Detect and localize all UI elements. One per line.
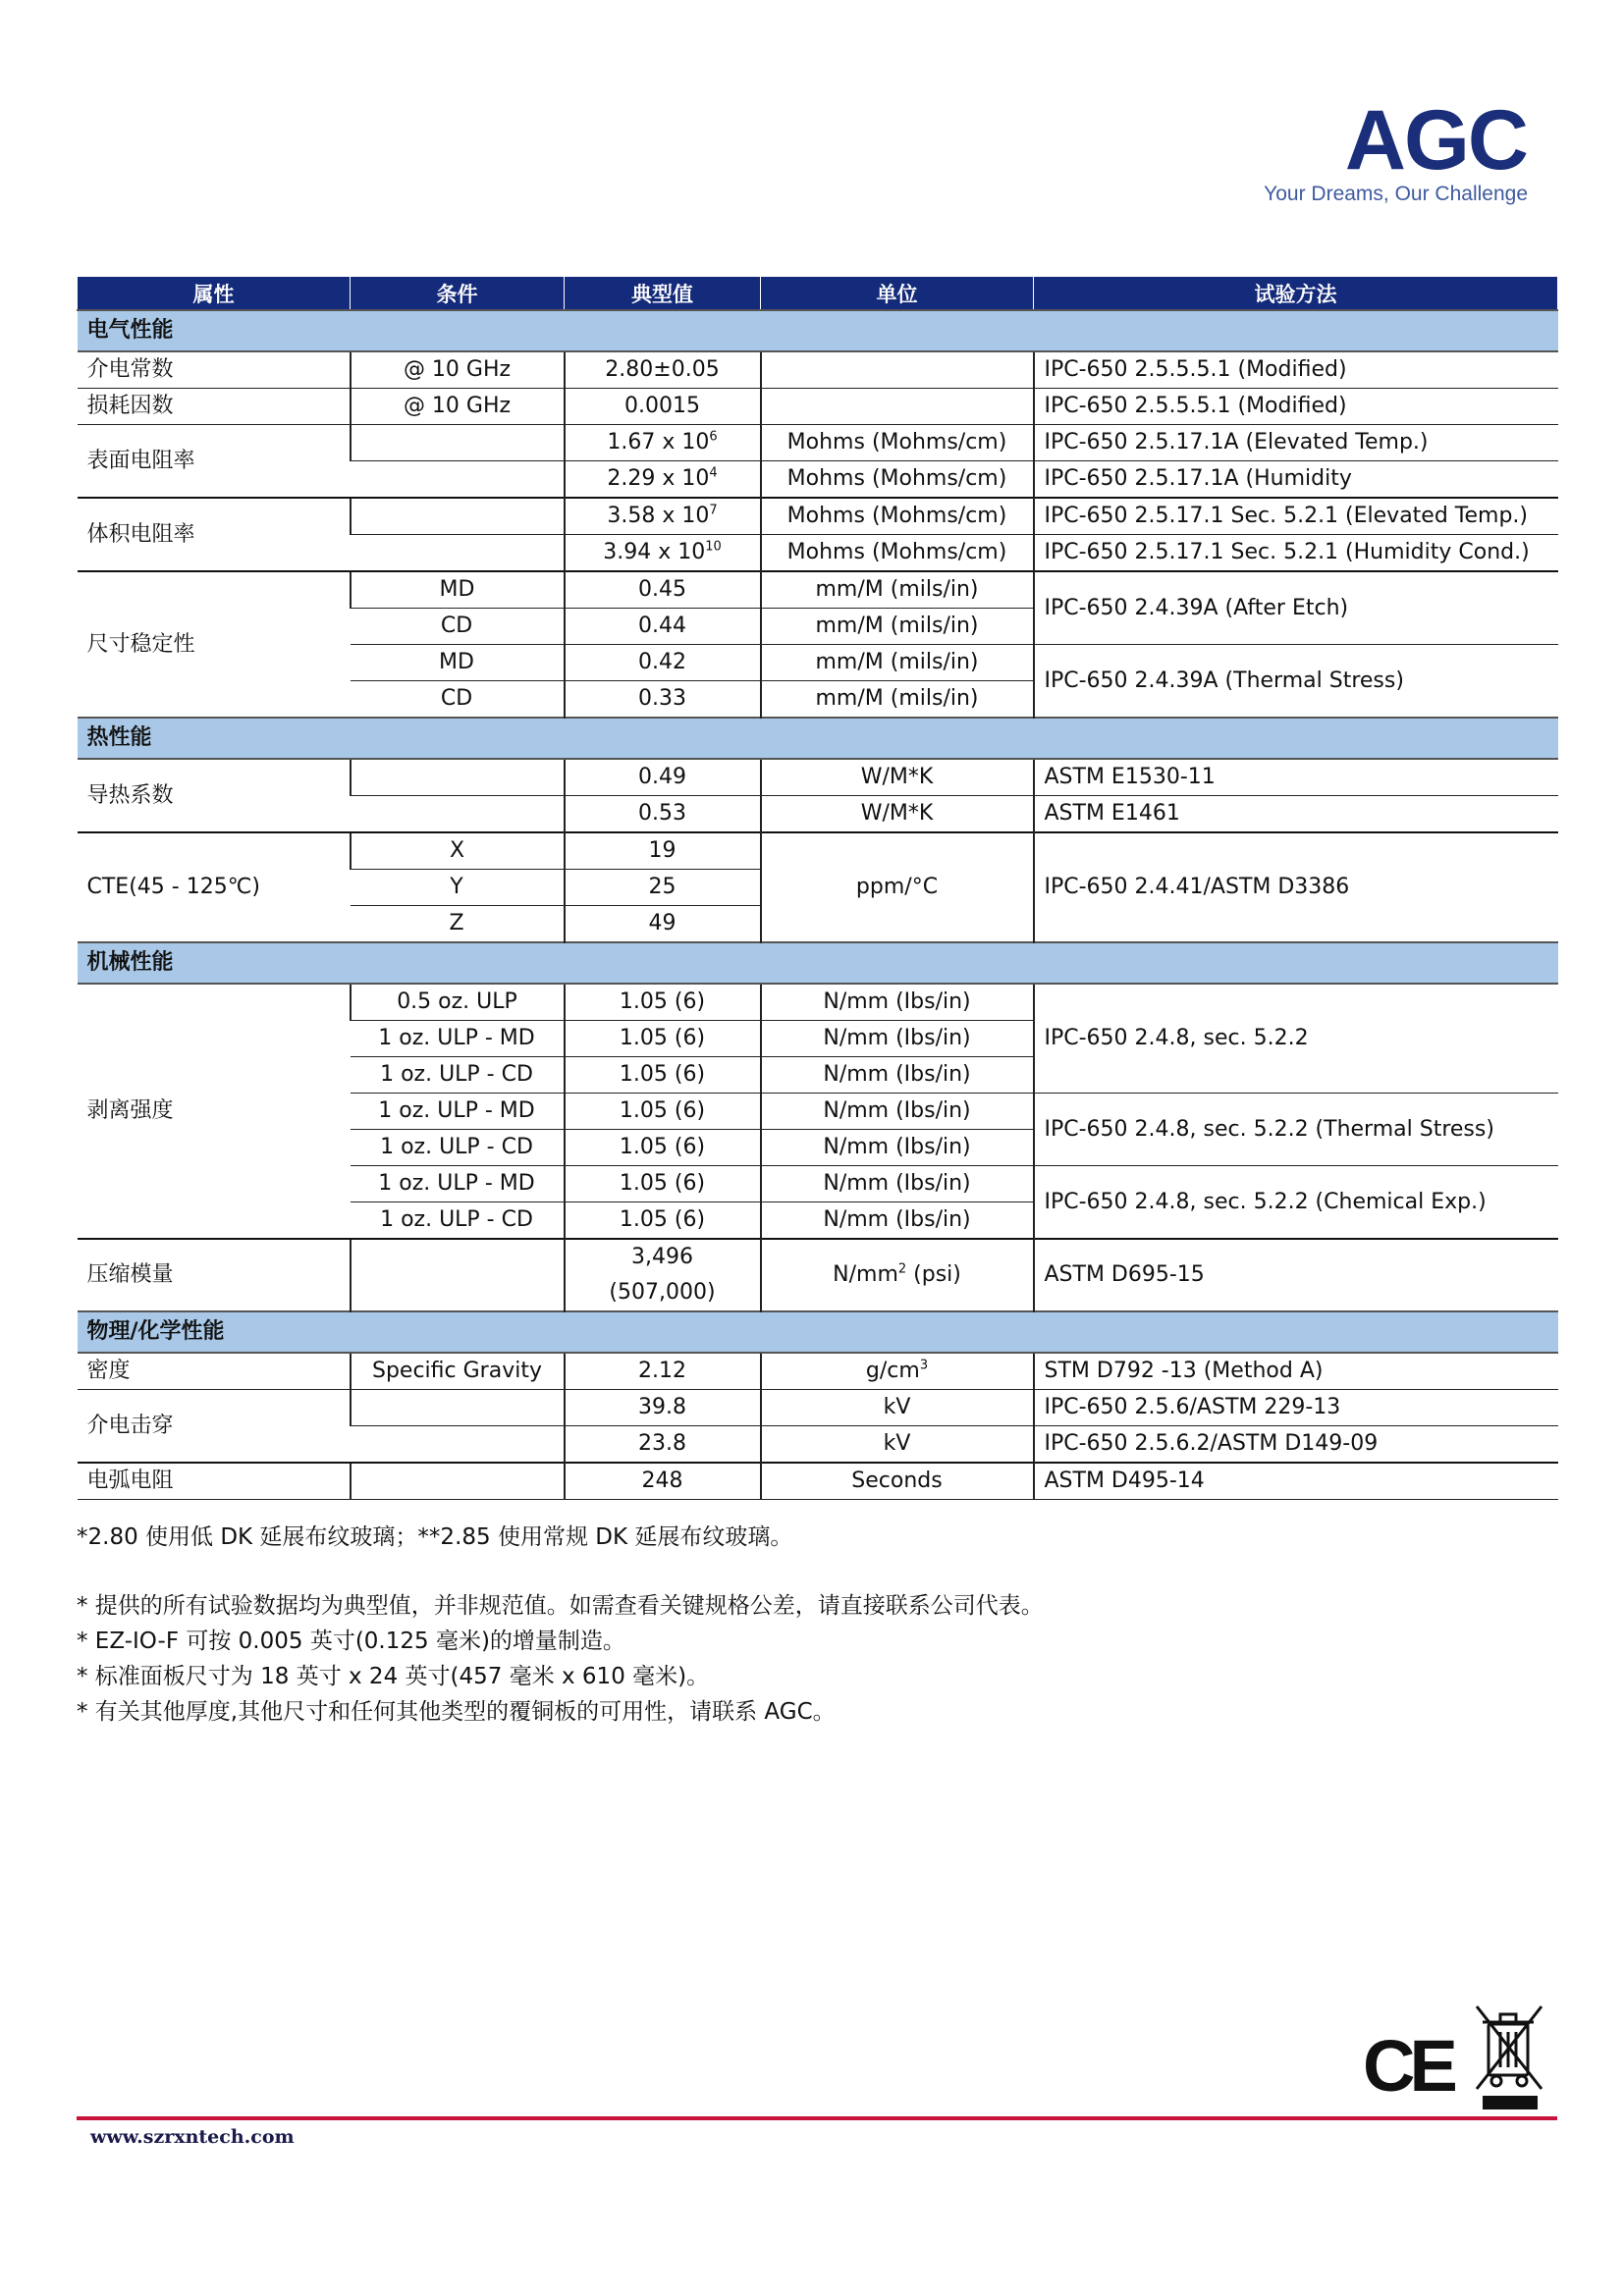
- property-cell: 表面电阻率: [78, 425, 351, 499]
- method-cell: IPC-650 2.5.17.1A (Humidity: [1034, 461, 1558, 499]
- condition-cell: MD: [351, 571, 565, 609]
- unit-cell: [761, 1353, 1034, 1390]
- condition-cell: [351, 1390, 565, 1426]
- property-cell: 导热系数: [78, 759, 351, 832]
- value-cell: 0.44: [565, 609, 761, 645]
- value-line: 3,496: [631, 1245, 693, 1269]
- table-row: [78, 1390, 1558, 1426]
- header-typical-value: 典型值: [565, 277, 761, 310]
- table-row: [78, 571, 1558, 609]
- value-base: 2.29 x 10: [607, 466, 710, 491]
- value-exponent: 10: [705, 539, 722, 555]
- footer-divider: [77, 2116, 1557, 2120]
- value-cell: 23.8: [565, 1426, 761, 1464]
- unit-cell: W/M*K: [761, 759, 1034, 796]
- method-cell: ASTM E1530-11: [1034, 759, 1558, 796]
- unit-cell: N/mm (Ibs/in): [761, 1202, 1034, 1240]
- condition-cell: [351, 1426, 565, 1464]
- unit-cell: W/M*K: [761, 796, 1034, 833]
- footer-url[interactable]: www.szrxntech.com: [90, 2126, 295, 2148]
- value-cell: 1.05 (6): [565, 1166, 761, 1202]
- method-cell: IPC-650 2.4.41/ASTM D3386: [1034, 832, 1558, 942]
- value-cell: [565, 461, 761, 499]
- header-condition: 条件: [351, 277, 565, 310]
- value-cell: 0.53: [565, 796, 761, 833]
- value-cell: 0.42: [565, 645, 761, 681]
- section-row: [78, 310, 1558, 351]
- value-cell: [565, 535, 761, 572]
- property-cell: CTE(45 - 125℃): [78, 832, 351, 942]
- method-cell: ASTM D495-14: [1034, 1463, 1558, 1500]
- condition-cell: @ 10 GHz: [351, 389, 565, 425]
- unit-tail: (psi): [906, 1262, 961, 1287]
- section-row: [78, 1311, 1558, 1353]
- condition-cell: CD: [351, 609, 565, 645]
- property-cell: 介电击穿: [78, 1390, 351, 1464]
- value-cell: [565, 498, 761, 535]
- unit-cell: mm/M (mils/in): [761, 571, 1034, 609]
- properties-table: [77, 277, 1558, 1500]
- condition-cell: [351, 759, 565, 796]
- property-cell: 体积电阻率: [78, 498, 351, 571]
- table-header-row: [78, 277, 1558, 310]
- value-cell: 0.49: [565, 759, 761, 796]
- table-row: [78, 1239, 1558, 1311]
- condition-cell: Z: [351, 906, 565, 943]
- condition-cell: [351, 425, 565, 461]
- condition-cell: 0.5 oz. ULP: [351, 984, 565, 1021]
- table-row: [78, 389, 1558, 425]
- property-cell: 剥离强度: [78, 984, 351, 1239]
- unit-cell: N/mm (Ibs/in): [761, 1057, 1034, 1094]
- property-cell: 密度: [78, 1353, 351, 1390]
- value-exponent: 4: [709, 465, 718, 481]
- value-cell: 25: [565, 870, 761, 906]
- condition-cell: Specific Gravity: [351, 1353, 565, 1390]
- unit-cell: mm/M (mils/in): [761, 681, 1034, 719]
- value-cell: 2.80±0.05: [565, 351, 761, 389]
- method-cell: IPC-650 2.5.5.5.1 (Modified): [1034, 389, 1558, 425]
- condition-cell: 1 oz. ULP - CD: [351, 1057, 565, 1094]
- condition-cell: 1 oz. ULP - MD: [351, 1021, 565, 1057]
- note-panel-size: * 标准面板尺寸为 18 英寸 x 24 英寸(457 毫米 x 610 毫米)。: [77, 1664, 710, 1689]
- method-cell: IPC-650 2.5.5.5.1 (Modified): [1034, 351, 1558, 389]
- note-availability: * 有关其他厚度,其他尺寸和任何其他类型的覆铜板的可用性，请联系 AGC。: [77, 1699, 836, 1725]
- value-cell: 0.45: [565, 571, 761, 609]
- condition-cell: CD: [351, 681, 565, 719]
- section-row: [78, 942, 1558, 984]
- section-mechanical: 机械性能: [78, 942, 1558, 984]
- value-cell: [565, 425, 761, 461]
- value-cell: 1.05 (6): [565, 984, 761, 1021]
- property-cell: 损耗因数: [78, 389, 351, 425]
- table-row: [78, 1463, 1558, 1500]
- table-row: [78, 425, 1558, 461]
- method-cell: IPC-650 2.5.6.2/ASTM D149-09: [1034, 1426, 1558, 1464]
- unit-cell: N/mm (Ibs/in): [761, 1166, 1034, 1202]
- value-cell: 39.8: [565, 1390, 761, 1426]
- condition-cell: 1 oz. ULP - CD: [351, 1202, 565, 1240]
- value-cell: 1.05 (6): [565, 1021, 761, 1057]
- unit-cell: [761, 351, 1034, 389]
- unit-cell: ppm/°C: [761, 832, 1034, 942]
- condition-cell: 1 oz. ULP - CD: [351, 1130, 565, 1166]
- condition-cell: X: [351, 832, 565, 870]
- method-cell: IPC-650 2.4.8, sec. 5.2.2 (Thermal Stress): [1034, 1094, 1558, 1166]
- condition-cell: 1 oz. ULP - MD: [351, 1094, 565, 1130]
- unit-exponent: 2: [897, 1261, 907, 1277]
- value-cell: 1.05 (6): [565, 1130, 761, 1166]
- condition-cell: @ 10 GHz: [351, 351, 565, 389]
- value-exponent: 6: [709, 429, 718, 445]
- ce-mark-icon: CE: [1363, 2025, 1452, 2107]
- notes: [77, 1520, 1557, 1730]
- condition-cell: [351, 1239, 565, 1311]
- compliance-marks: [1363, 2002, 1549, 2110]
- note-typical-values: * 提供的所有试验数据均为典型值，并非规范值。如需查看关键规格公差，请直接联系公司代表。: [77, 1593, 1044, 1619]
- table-row: [78, 1353, 1558, 1390]
- unit-cell: Mohms (Mohms/cm): [761, 425, 1034, 461]
- value-cell: 2.12: [565, 1353, 761, 1390]
- value-cell: 19: [565, 832, 761, 870]
- unit-cell: N/mm (Ibs/in): [761, 1130, 1034, 1166]
- unit-cell: kV: [761, 1390, 1034, 1426]
- unit-cell: Mohms (Mohms/cm): [761, 535, 1034, 572]
- unit-cell: mm/M (mils/in): [761, 609, 1034, 645]
- value-cell: 0.33: [565, 681, 761, 719]
- unit-cell: N/mm (Ibs/in): [761, 1021, 1034, 1057]
- unit-cell: kV: [761, 1426, 1034, 1464]
- value-base: 3.94 x 10: [603, 540, 706, 564]
- unit-base: g/cm: [865, 1359, 920, 1383]
- unit-cell: Mohms (Mohms/cm): [761, 498, 1034, 535]
- property-cell: 介电常数: [78, 351, 351, 389]
- header-test-method: 试验方法: [1034, 277, 1558, 310]
- table-row: [78, 759, 1558, 796]
- condition-cell: 1 oz. ULP - MD: [351, 1166, 565, 1202]
- method-cell: ASTM D695-15: [1034, 1239, 1558, 1311]
- header-unit: 单位: [761, 277, 1034, 310]
- table-row: [78, 832, 1558, 870]
- unit-cell: N/mm (Ibs/in): [761, 984, 1034, 1021]
- method-cell: STM D792 -13 (Method A): [1034, 1353, 1558, 1390]
- condition-cell: [351, 498, 565, 535]
- method-cell: IPC-650 2.4.39A (Thermal Stress): [1034, 645, 1558, 719]
- logo-mark: AGC: [1344, 93, 1527, 187]
- method-cell: IPC-650 2.5.17.1 Sec. 5.2.1 (Humidity Cond.): [1034, 535, 1558, 572]
- condition-cell: [351, 1463, 565, 1500]
- method-cell: IPC-650 2.4.8, sec. 5.2.2: [1034, 984, 1558, 1094]
- value-cell: [565, 1239, 761, 1311]
- method-cell: IPC-650 2.5.6/ASTM 229-13: [1034, 1390, 1558, 1426]
- value-exponent: 7: [709, 503, 718, 518]
- note-increments: * EZ-IO-F 可按 0.005 英寸(0.125 毫米)的增量制造。: [77, 1629, 625, 1654]
- unit-cell: Seconds: [761, 1463, 1034, 1500]
- unit-cell: mm/M (mils/in): [761, 645, 1034, 681]
- condition-cell: Y: [351, 870, 565, 906]
- value-cell: 0.0015: [565, 389, 761, 425]
- value-cell: 248: [565, 1463, 761, 1500]
- unit-cell: [761, 1239, 1034, 1311]
- weee-bin-icon: [1471, 2002, 1549, 2110]
- method-cell: IPC-650 2.5.17.1A (Elevated Temp.): [1034, 425, 1558, 461]
- property-cell: 电弧电阻: [78, 1463, 351, 1500]
- value-base: 1.67 x 10: [607, 430, 710, 454]
- section-row: [78, 718, 1558, 759]
- agc-logo: [1247, 93, 1542, 216]
- value-base: 3.58 x 10: [607, 504, 710, 528]
- value-cell: 1.05 (6): [565, 1202, 761, 1240]
- condition-cell: [351, 461, 565, 499]
- unit-cell: [761, 389, 1034, 425]
- unit-cell: N/mm (Ibs/in): [761, 1094, 1034, 1130]
- section-thermal: 热性能: [78, 718, 1558, 759]
- method-cell: IPC-650 2.5.17.1 Sec. 5.2.1 (Elevated Temp.): [1034, 498, 1558, 535]
- note-glass: *2.80 使用低 DK 延展布纹玻璃；**2.85 使用常规 DK 延展布纹玻璃。: [77, 1524, 793, 1550]
- condition-cell: [351, 535, 565, 572]
- value-cell: 1.05 (6): [565, 1057, 761, 1094]
- property-cell: 压缩模量: [78, 1239, 351, 1311]
- value-cell: 49: [565, 906, 761, 943]
- table-row: [78, 984, 1558, 1021]
- value-cell: 1.05 (6): [565, 1094, 761, 1130]
- section-physical: 物理/化学性能: [78, 1311, 1558, 1353]
- condition-cell: MD: [351, 645, 565, 681]
- unit-exponent: 3: [919, 1358, 929, 1373]
- unit-cell: Mohms (Mohms/cm): [761, 461, 1034, 499]
- table-row: [78, 498, 1558, 535]
- logo-tagline: Your Dreams, Our Challenge: [1264, 183, 1528, 205]
- table-row: [78, 351, 1558, 389]
- unit-base: N/mm: [833, 1262, 898, 1287]
- property-cell: 尺寸稳定性: [78, 571, 351, 718]
- value-line: (507,000): [609, 1280, 716, 1305]
- header-property: 属性: [78, 277, 351, 310]
- method-cell: ASTM E1461: [1034, 796, 1558, 833]
- method-cell: IPC-650 2.4.8, sec. 5.2.2 (Chemical Exp.): [1034, 1166, 1558, 1240]
- method-cell: IPC-650 2.4.39A (After Etch): [1034, 571, 1558, 645]
- condition-cell: [351, 796, 565, 833]
- section-electrical: 电气性能: [78, 310, 1558, 351]
